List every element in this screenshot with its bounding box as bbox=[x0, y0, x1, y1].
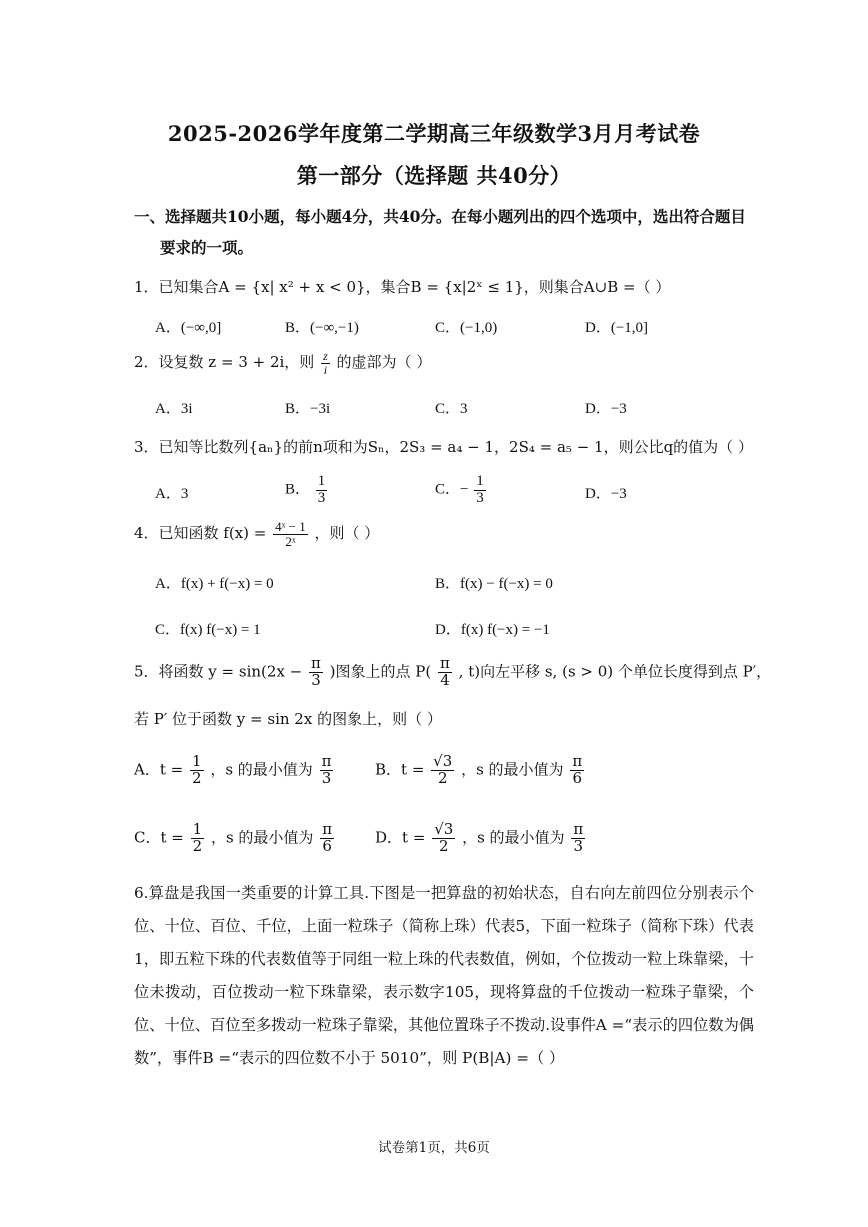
question-2-stem-end: 的虚部为（ ） bbox=[336, 353, 432, 372]
option-a-t-fraction bbox=[190, 754, 204, 787]
question-5-line2: 若 P′ 位于函数 y = sin 2x 的图象上，则（ ） bbox=[134, 710, 442, 728]
fraction-denominator: 3 bbox=[317, 489, 326, 506]
question-5-option-a bbox=[134, 754, 335, 787]
section-instruction-line2: 要求的一项。 bbox=[160, 238, 254, 257]
question-2-option-d: D．−3 bbox=[585, 401, 627, 417]
question-4-option-a: A．f(x) + f(−x) = 0 bbox=[155, 576, 274, 592]
fraction-numerator: π bbox=[440, 654, 450, 672]
option-c-prefix: C．t = bbox=[134, 828, 184, 847]
fraction-numerator: 1 bbox=[192, 820, 203, 838]
page-footer: 试卷第1页，共6页 bbox=[378, 1140, 490, 1156]
question-2-option-c: C．3 bbox=[435, 401, 468, 417]
fraction-denominator: 3 bbox=[573, 836, 584, 855]
question-4-option-c: C．f(x) f(−x) = 1 bbox=[155, 622, 261, 638]
question-6-text: 6.算盘是我国一类重要的计算工具.下图是一把算盘的初始状态，自右向左前四位分别表示个位、十位、百位、千位，上面一粒珠子（简称上珠）代表5，下面一粒珠子（简称下珠）代表1，即五粒下珠的代表数值等于同组一粒上珠的代表数值，例如，个位拨动一粒上珠靠梁，十位未拨动，百位拨动一粒下珠靠梁，表示数字105，现将算盘的千位拨动一粒珠子靠梁，个位、十位、百位至多拨动一粒珠子靠梁，其他位置珠子不拨动.设事件A =“表示的四位数为偶数”，事件B =“表示的四位数不小于 5010”，则 P(B|A) =（ ） bbox=[134, 884, 754, 1067]
fraction-numerator: 4ˣ − 1 bbox=[275, 519, 306, 534]
option-c-fraction bbox=[474, 474, 486, 507]
question-5-option-d bbox=[375, 822, 587, 855]
question-3-stem: 3．已知等比数列{aₙ}的前n项和为Sₙ，2S₃ = a₄ − 1，2S₄ = a₅ − 1，则公比q的值为（ ） bbox=[134, 438, 753, 456]
question-4-option-b: B．f(x) − f(−x) = 0 bbox=[435, 576, 553, 592]
option-c-t-fraction bbox=[191, 822, 205, 855]
fraction-numerator: π bbox=[321, 752, 332, 770]
option-a-s-fraction bbox=[320, 754, 334, 787]
option-a-prefix: A．t = bbox=[134, 760, 184, 779]
question-1-stem: 1．已知集合A = {x| x² + x < 0}，集合B = {x|2ˣ ≤ 1}，则集合A∪B =（ ） bbox=[134, 278, 671, 296]
option-c-middle: ，s 的最小值为 bbox=[210, 828, 314, 847]
fraction-denominator: 6 bbox=[572, 768, 583, 787]
option-d-t-fraction bbox=[432, 822, 455, 855]
fraction-denominator: 3 bbox=[476, 489, 484, 506]
question-2-stem-start: 2．设复数 z = 3 + 2i，则 bbox=[134, 353, 315, 372]
fraction-denominator: 4 bbox=[440, 670, 450, 689]
option-b-label: B． bbox=[285, 481, 311, 498]
q5-fraction-2 bbox=[438, 656, 452, 689]
fraction-numerator: √3 bbox=[433, 752, 453, 770]
fraction-numerator: π bbox=[311, 654, 321, 672]
fraction-denominator: 2 bbox=[192, 836, 203, 855]
fraction-denominator: 2 bbox=[191, 768, 202, 787]
q5-text-c: , t)向左平移 s, (s > 0) 个单位长度得到点 P′， bbox=[458, 662, 772, 681]
question-1-option-d: D．(−1,0] bbox=[585, 320, 649, 336]
option-b-s-fraction bbox=[570, 754, 584, 787]
option-b-fraction bbox=[316, 474, 328, 507]
question-4-stem bbox=[134, 520, 379, 548]
fraction-denominator: 2ˣ bbox=[285, 533, 296, 549]
fraction-denominator: i bbox=[323, 362, 328, 377]
fraction-numerator: 1 bbox=[191, 752, 202, 770]
option-c-label: C．− bbox=[435, 481, 469, 498]
question-1-option-a: A．(−∞,0] bbox=[155, 320, 222, 336]
exam-title: 2025-2026学年度第二学期高三年级数学3月月考试卷 bbox=[167, 121, 701, 146]
question-2-option-a: A．3i bbox=[155, 401, 193, 417]
option-d-s-fraction bbox=[571, 822, 585, 855]
fraction-denominator: 2 bbox=[438, 836, 449, 855]
fraction-numerator: π bbox=[572, 752, 583, 770]
question-4-stem-end: ，则（ ） bbox=[314, 524, 380, 543]
question-3-option-c bbox=[435, 474, 488, 507]
option-b-middle: ，s 的最小值为 bbox=[461, 760, 564, 779]
question-2-option-b: B．−3i bbox=[285, 401, 331, 417]
fraction-denominator: 3 bbox=[321, 768, 332, 787]
question-1-option-b: B．(−∞,−1) bbox=[285, 320, 359, 336]
fraction-numerator: z bbox=[323, 349, 328, 363]
question-1-option-c: C．(−1,0) bbox=[435, 320, 498, 336]
part-title: 第一部分（选择题 共40分） bbox=[296, 163, 572, 188]
fraction-denominator: 3 bbox=[311, 670, 321, 689]
option-b-prefix: B．t = bbox=[375, 760, 425, 779]
option-c-s-fraction bbox=[320, 822, 334, 855]
q5-text-a: 5．将函数 y = sin(2x − bbox=[134, 662, 303, 681]
question-4-stem-start: 4．已知函数 f(x) = bbox=[134, 524, 267, 543]
fraction-numerator: 1 bbox=[476, 473, 484, 489]
option-d-middle: ，s 的最小值为 bbox=[462, 828, 565, 847]
question-3-option-d: D．−3 bbox=[585, 486, 627, 502]
option-d-prefix: D．t = bbox=[375, 828, 426, 847]
question-5-line1 bbox=[134, 656, 771, 689]
fraction-denominator: 6 bbox=[322, 836, 332, 855]
question-3-option-a: A．3 bbox=[155, 486, 189, 502]
question-4-option-d: D．f(x) f(−x) = −1 bbox=[435, 622, 550, 638]
fraction-numerator: √3 bbox=[434, 820, 454, 838]
q5-fraction-1 bbox=[309, 656, 323, 689]
fraction-numerator: π bbox=[322, 820, 333, 838]
question-4-fraction bbox=[273, 520, 308, 548]
fraction-numerator: 1 bbox=[317, 473, 326, 489]
question-3-option-b bbox=[285, 474, 329, 507]
question-2-fraction bbox=[321, 350, 330, 376]
section-instruction-line1: 一、选择题共10小题，每小题4分，共40分。在每小题列出的四个选项中，选出符合题目 bbox=[134, 207, 746, 226]
question-2-stem bbox=[134, 350, 431, 376]
question-5-option-b bbox=[375, 754, 586, 787]
fraction-numerator: π bbox=[573, 820, 584, 838]
option-a-middle: ，s 的最小值为 bbox=[210, 760, 313, 779]
option-b-t-fraction bbox=[431, 754, 454, 787]
q5-text-b: )图象上的点 P( bbox=[329, 662, 432, 681]
fraction-denominator: 2 bbox=[437, 768, 448, 787]
question-5-option-c bbox=[134, 822, 336, 855]
